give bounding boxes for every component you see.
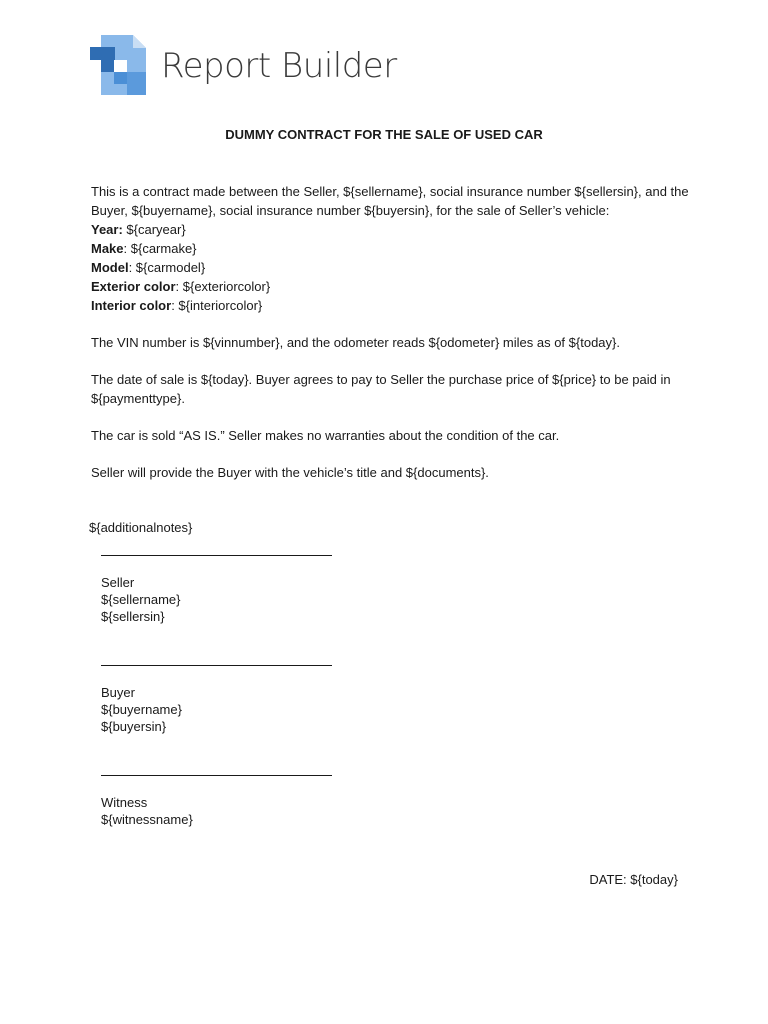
brand-name: Report Builder xyxy=(161,46,397,86)
signature-line xyxy=(101,665,332,666)
vin-paragraph: The VIN number is ${vinnumber}, and the odometer reads ${odometer} miles as of ${today}. xyxy=(91,335,620,350)
report-builder-logo-icon xyxy=(90,35,147,95)
vehicle-interior-color-row xyxy=(91,296,691,315)
intro-paragraph: This is a contract made between the Seller, ${sellername}, social insurance number ${sellersin}, and the Buyer, ${buyername}, social insurance number ${buyersin}, for the sale of Seller’s vehicle: xyxy=(91,184,689,218)
field-value: : ${carmake} xyxy=(123,241,197,256)
buyer-signature-block xyxy=(101,665,332,735)
signature-detail: ${buyersin} xyxy=(101,719,167,734)
seller-signature-block xyxy=(101,555,332,625)
additional-notes: ${additionalnotes} xyxy=(89,520,193,535)
field-label: Model xyxy=(91,260,129,275)
signature-role: Witness xyxy=(101,795,148,810)
field-value: : ${carmodel} xyxy=(128,260,206,275)
contract-date: DATE: ${today} xyxy=(589,872,678,887)
witness-signature-block xyxy=(101,775,332,828)
signature-detail: ${buyername} xyxy=(101,702,182,717)
vehicle-year-row xyxy=(91,220,691,239)
signature-line xyxy=(101,775,332,776)
document-title: DUMMY CONTRACT FOR THE SALE OF USED CAR xyxy=(225,127,543,142)
signature-role: Buyer xyxy=(101,685,135,700)
field-value: : ${exteriorcolor} xyxy=(175,279,271,294)
field-label: Year: xyxy=(91,222,123,237)
as-is-paragraph: The car is sold “AS IS.” Seller makes no warranties about the condition of the car. xyxy=(91,428,560,443)
signature-line xyxy=(101,555,332,556)
brand-header xyxy=(90,35,397,95)
field-value: ${caryear} xyxy=(122,222,186,237)
contract-body xyxy=(91,182,691,482)
field-label: Interior color xyxy=(91,298,172,313)
vehicle-exterior-color-row xyxy=(91,277,691,296)
signature-role: Seller xyxy=(101,575,135,590)
signature-detail: ${witnessname} xyxy=(101,812,193,827)
signature-detail: ${sellersin} xyxy=(101,609,165,624)
vehicle-make-row xyxy=(91,239,691,258)
field-label: Exterior color xyxy=(91,279,176,294)
signature-detail: ${sellername} xyxy=(101,592,181,607)
vehicle-model-row xyxy=(91,258,691,277)
documents-paragraph: Seller will provide the Buyer with the vehicle’s title and ${documents}. xyxy=(91,465,489,480)
field-label: Make xyxy=(91,241,124,256)
vehicle-details xyxy=(91,220,691,315)
price-paragraph: The date of sale is ${today}. Buyer agrees to pay to Seller the purchase price of ${price} to be paid in ${paymenttype}. xyxy=(91,372,671,406)
field-value: : ${interiorcolor} xyxy=(171,298,263,313)
